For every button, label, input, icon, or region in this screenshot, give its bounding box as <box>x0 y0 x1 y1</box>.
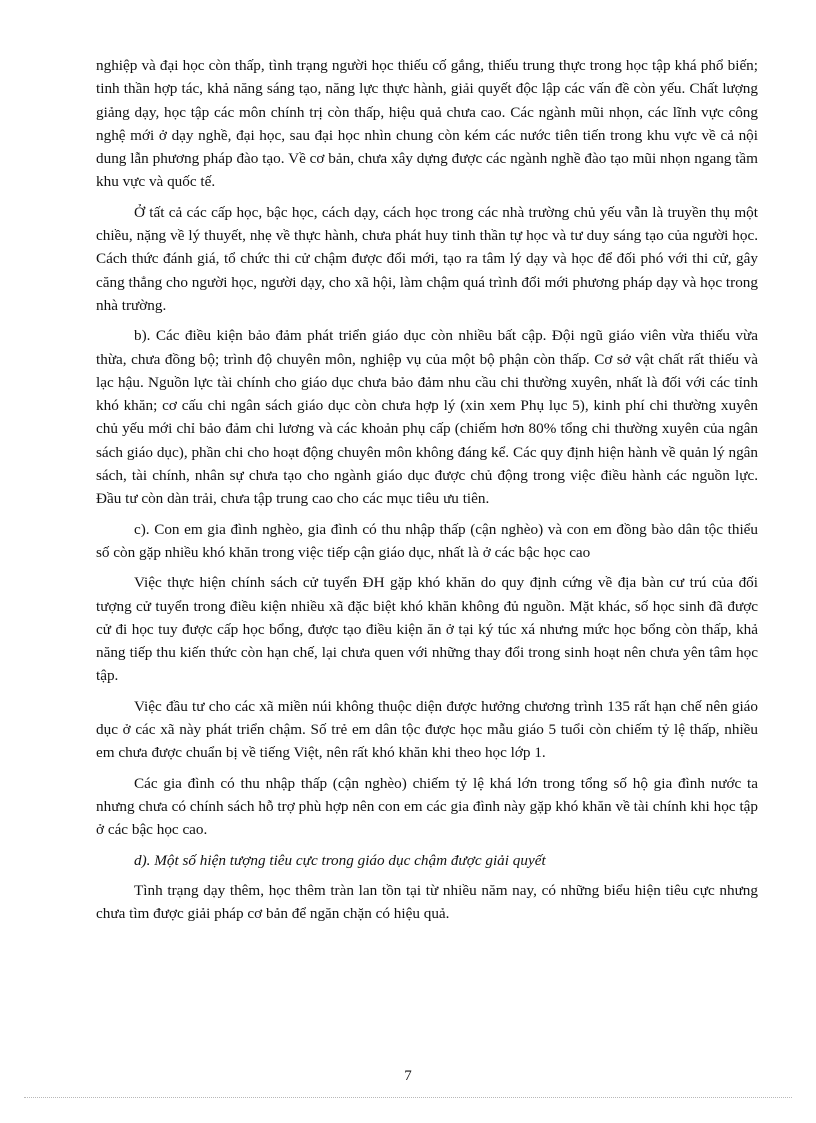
page-number: 7 <box>404 1068 412 1084</box>
paragraph-extra-tutoring: Tình trạng dạy thêm, học thêm tràn lan tồn tại từ nhiều năm nay, có những biểu hiện tiêu cực nhưng chưa tìm được giải pháp cơ bản để ngăn chặn có hiệu quả. <box>96 881 758 923</box>
paragraph-section-b: b). Các điều kiện bảo đảm phát triển giáo dục còn nhiều bất cập. Đội ngũ giáo viên vừa thiếu vừa thừa, chưa đồng bộ; trình độ chuyên môn, nghiệp vụ của một bộ phận còn thấp. Cơ sở vật chất rất thiếu và lạc hậu. Nguồn lực tài chính cho giáo dục chưa bảo đảm nhu cầu chi thường xuyên, nhất là đối với các tỉnh khó khăn; cơ cấu chi ngân sách giáo dục còn chưa hợp lý (xin xem Phụ lục 5), kinh phí chi thường xuyên chủ yếu mới chỉ bảo đảm chi lương và các khoản phụ cấp (chiếm hơn 80% tổng chi thường xuyên của ngân sách giáo dục), phần chi cho hoạt động chuyên môn không đáng kể. Các quy định hiện hành về quản lý ngân sách, tài chính, nhân sự chưa tạo cho ngành giáo dục được chủ động trong việc điều hành các nguồn lực. Đầu tư còn dàn trải, chưa tập trung cao cho các mục tiêu ưu tiên. <box>96 327 758 508</box>
paragraph-mountain-investment: Việc đầu tư cho các xã miền núi không thuộc diện được hưởng chương trình 135 rất hạn chế nên giáo dục ở các xã này phát triển chậm. Số trẻ em dân tộc được học mẫu giáo 5 tuổi còn chiếm tỷ lệ thấp, nhiều em chưa được chuẩn bị về tiếng Việt, nên rất khó khăn khi theo học lớp 1. <box>96 697 758 762</box>
body-text <box>96 54 758 932</box>
paragraph-low-income: Các gia đình có thu nhập thấp (cận nghèo) chiếm tỷ lệ khá lớn trong tổng số hộ gia đình nước ta nhưng chưa có chính sách hỗ trợ phù hợp nên con em các gia đình này gặp khó khăn về tài chính khi học tập ở các bậc học cao. <box>96 774 758 839</box>
paragraph-section-c: c). Con em gia đình nghèo, gia đình có thu nhập thấp (cận nghèo) và con em đồng bào dân tộc thiểu số còn gặp nhiều khó khăn trong việc tiếp cận giáo dục, nhất là ở các bậc học cao <box>96 520 758 561</box>
section-heading-d: d). Một số hiện tượng tiêu cực trong giáo dục chậm được giải quyết <box>134 851 546 869</box>
paragraph-continuation: nghiệp và đại học còn thấp, tình trạng người học thiếu cố gắng, thiếu trung thực trong học tập khá phổ biến; tinh thần hợp tác, khả năng sáng tạo, năng lực thực hành, giải quyết độc lập các vấn đề còn yếu. Chất lượng giảng dạy, học tập các môn chính trị còn thấp, hiệu quả chưa cao. Các ngành mũi nhọn, các lĩnh vực công nghệ mới ở dạy nghề, đại học, sau đại học nhìn chung còn kém các nước tiên tiến trong khu vực về cả nội dung lẫn phương pháp đào tạo. Về cơ bản, chưa xây dựng được các ngành nghề đào tạo mũi nhọn ngang tầm khu vực và quốc tế. <box>96 57 758 191</box>
paragraph-teaching-methods: Ở tất cả các cấp học, bậc học, cách dạy, cách học trong các nhà trường chủ yếu vẫn là truyền thụ một chiều, nặng về lý thuyết, nhẹ về thực hành, chưa phát huy tinh thần tự học và tư duy sáng tạo của người học. Cách thức đánh giá, tổ chức thi cử chậm được đổi mới, tạo ra tâm lý dạy và học để đối phó với thi cử, gây căng thẳng cho người học, người dạy, cho xã hội, làm chậm quá trình đổi mới phương pháp dạy và học trong nhà trường. <box>96 203 758 314</box>
page-bottom-divider <box>24 1097 792 1098</box>
paragraph-enrollment-policy: Việc thực hiện chính sách cử tuyển ĐH gặp khó khăn do quy định cứng về địa bàn cư trú của đối tượng cử tuyển trong điều kiện nhiều xã đặc biệt khó khăn không đủ nguồn. Mặt khác, số học sinh đã được cử đi học tuy được cấp học bổng, được tạo điều kiện ăn ở tại ký túc xá nhưng mức học bổng còn thấp, khả năng tiếp thu kiến thức còn hạn chế, lại chưa quen với những thay đổi trong sinh hoạt nên chưa yên tâm học tập. <box>96 574 758 685</box>
